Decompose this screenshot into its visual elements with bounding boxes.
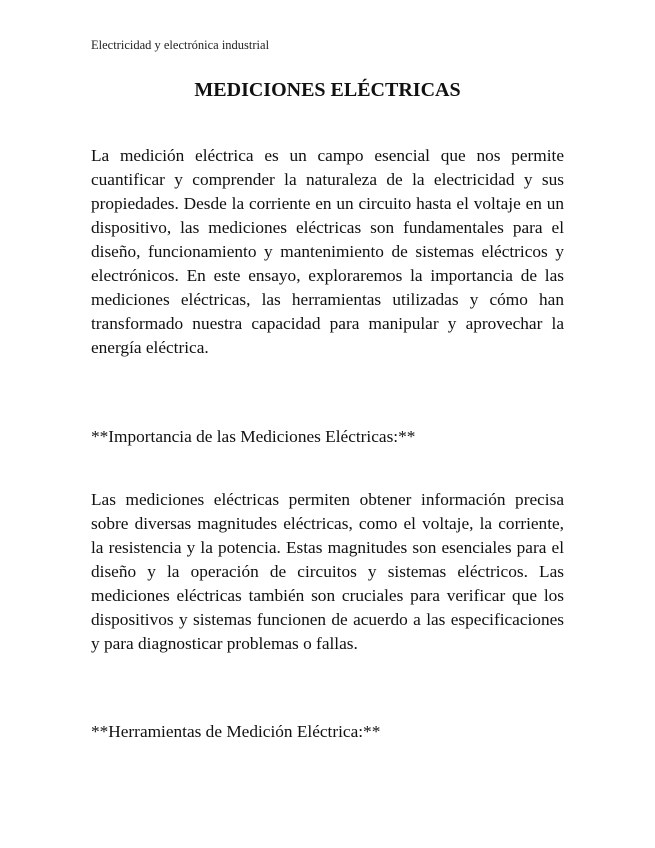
importance-paragraph: Las mediciones eléctricas permiten obtener información precisa sobre diversas magnitudes eléctricas, como el voltaje, la corriente, la resistencia y la potencia. Estas magnitudes son esenciales para el diseño y la operación de circuitos y sistemas eléctricos. Las mediciones eléctricas también son cruciales para verificar que los dispositivos y sistemas funcionen de acuerdo a las especificaciones y para diagnosticar problemas o fallas.: [91, 490, 564, 653]
section-heading-importance: **Importancia de las Mediciones Eléctricas:**: [91, 427, 416, 446]
intro-paragraph: La medición eléctrica es un campo esencial que nos permite cuantificar y comprender la naturaleza de la electricidad y sus propiedades. Desde la corriente en un circuito hasta el voltaje en un dispositivo, las mediciones eléctricas son fundamentales para el diseño, funcionamiento y mantenimiento de sistemas eléctricos y electrónicos. En este ensayo, exploraremos la importancia de las mediciones eléctricas, las herramientas utilizadas y cómo han transformado nuestra capacidad para manipular y aprovechar la energía eléctrica.: [91, 146, 564, 357]
section-heading-tools: **Herramientas de Medición Eléctrica:**: [91, 722, 381, 741]
document-title: MEDICIONES ELÉCTRICAS: [194, 79, 461, 101]
running-header: Electricidad y electrónica industrial: [91, 38, 270, 52]
